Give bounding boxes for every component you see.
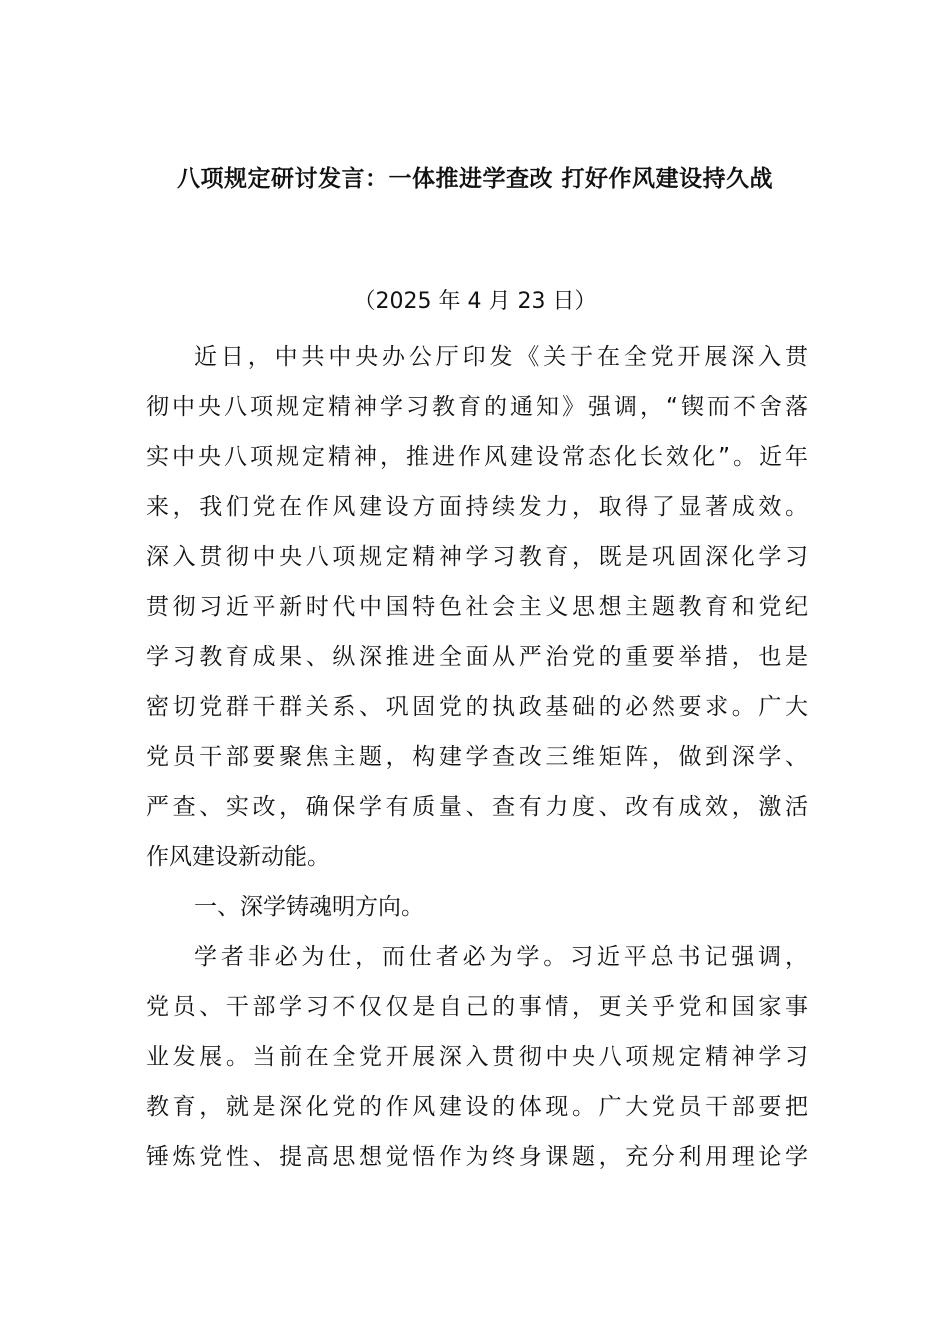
paragraph-line: 密切党群干群关系、巩固党的执政基础的必然要求。广大	[146, 694, 808, 720]
document-title: 八项规定研讨发言：一体推进学查改 打好作风建设持久战	[176, 166, 773, 192]
paragraph-line: 学者非必为仕，而仕者必为学。习近平总书记强调，	[194, 944, 808, 970]
paragraph-line: 党员干部要聚焦主题，构建学查改三维矩阵，做到深学、	[146, 744, 808, 770]
paragraph-line: 锤炼党性、提高思想觉悟作为终身课题，充分利用理论学	[146, 1144, 808, 1170]
document-date: （2025 年 4 月 23 日）	[353, 289, 597, 314]
paragraph-line: 贯彻习近平新时代中国特色社会主义思想主题教育和党纪	[146, 594, 808, 620]
paragraph-line: 来，我们党在作风建设方面持续发力，取得了显著成效。	[146, 494, 808, 520]
paragraph-line: 实中央八项规定精神，推进作风建设常态化长效化”。近年	[146, 444, 808, 470]
paragraph-line: 教育，就是深化党的作风建设的体现。广大党员干部要把	[146, 1094, 808, 1120]
document-body	[146, 332, 808, 1182]
paragraph-line: 近日，中共中央办公厅印发《关于在全党开展深入贯	[194, 344, 808, 370]
section-heading: 一、深学铸魂明方向。	[194, 894, 424, 920]
paragraph-line: 深入贯彻中央八项规定精神学习教育，既是巩固深化学习	[146, 544, 808, 570]
paragraph-line: 彻中央八项规定精神学习教育的通知》强调，“锲而不舍落	[146, 394, 808, 420]
paragraph-line: 作风建设新动能。	[146, 844, 330, 870]
paragraph-line: 业发展。当前在全党开展深入贯彻中央八项规定精神学习	[146, 1044, 808, 1070]
paragraph-line: 学习教育成果、纵深推进全面从严治党的重要举措，也是	[146, 644, 808, 670]
paragraph-line: 党员、干部学习不仅仅是自己的事情，更关乎党和国家事	[146, 994, 808, 1020]
paragraph-line: 严查、实改，确保学有质量、查有力度、改有成效，激活	[146, 794, 808, 820]
